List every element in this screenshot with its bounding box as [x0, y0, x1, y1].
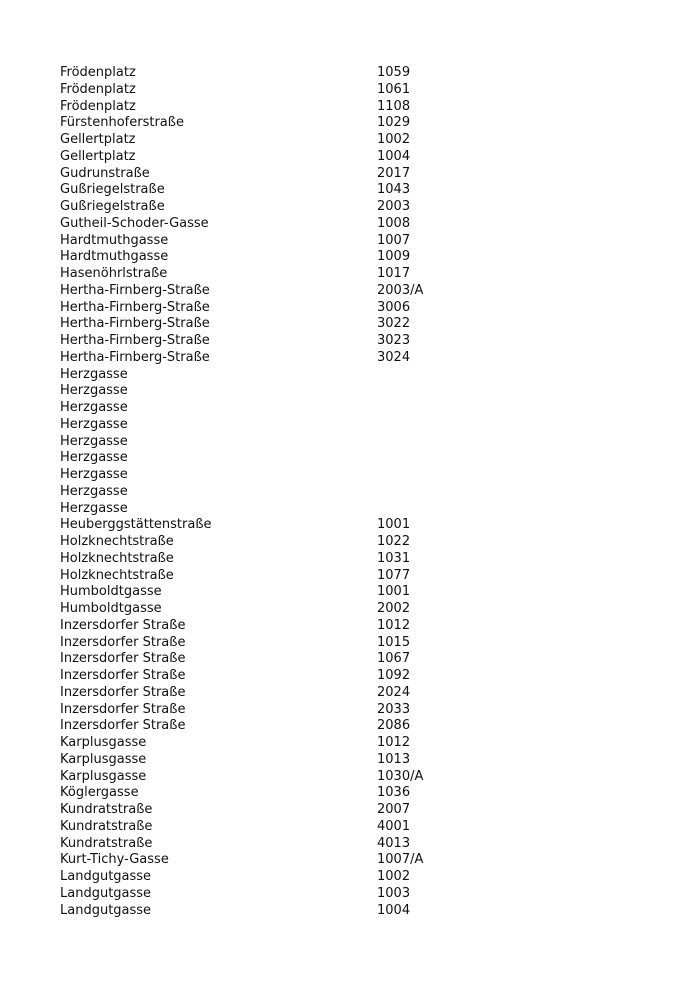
- object-number: [377, 484, 497, 501]
- list-item: [60, 450, 620, 467]
- object-number: 1003: [377, 885, 411, 901]
- object-number: 2086: [377, 718, 411, 734]
- street-name: Hertha-Firnberg-Straße: [60, 282, 210, 298]
- object-number: 1008: [377, 215, 411, 231]
- list-item: [60, 651, 620, 668]
- street-name: Fürstenhoferstraße: [60, 115, 184, 131]
- list-item: [60, 367, 620, 384]
- street-name: Inzersdorfer Straße: [60, 634, 186, 650]
- street-name: Landgutgasse: [60, 869, 152, 884]
- object-number: 4001: [377, 818, 411, 834]
- object-number: 1007: [377, 232, 411, 248]
- street-name: Kundratstraße: [60, 835, 153, 851]
- list-item: [60, 718, 620, 735]
- street-name: Herzgasse: [60, 366, 128, 382]
- list-item: [60, 383, 620, 400]
- list-item: [60, 115, 620, 132]
- object-number: 1013: [377, 751, 411, 767]
- list-item: [60, 417, 620, 434]
- street-name: Gellertplatz: [60, 148, 136, 164]
- object-number: [377, 467, 497, 484]
- list-item: [60, 132, 620, 149]
- list-item: [60, 350, 620, 367]
- street-name: Hertha-Firnberg-Straße: [60, 349, 210, 365]
- list-item: [60, 266, 620, 283]
- object-number: 3022: [377, 316, 411, 332]
- object-number: 2007: [377, 802, 411, 817]
- object-number: 1017: [377, 266, 411, 281]
- street-name: Frödenplatz: [60, 81, 136, 97]
- object-number: [377, 367, 497, 384]
- list-item: [60, 233, 620, 250]
- list-item: [60, 886, 620, 903]
- street-name: Inzersdorfer Straße: [60, 651, 186, 667]
- street-name: Kundratstraße: [60, 818, 153, 834]
- object-number: 1001: [377, 584, 411, 600]
- object-number: 2033: [377, 701, 411, 717]
- list-item: [60, 517, 620, 534]
- object-number: 1004: [377, 148, 411, 164]
- object-number: [377, 434, 497, 451]
- street-name: Humboldtgasse: [60, 584, 162, 600]
- object-number: 1030/A: [377, 768, 424, 784]
- list-item: [60, 82, 620, 99]
- list-item: [60, 785, 620, 802]
- list-item: [60, 568, 620, 585]
- list-item: [60, 769, 620, 786]
- object-number: 1002: [377, 869, 411, 884]
- street-name: Inzersdorfer Straße: [60, 701, 186, 717]
- object-number: 1004: [377, 902, 411, 918]
- street-name: Hasenöhrlstraße: [60, 266, 168, 281]
- street-name: Holzknechtstraße: [60, 534, 174, 549]
- list-item: [60, 249, 620, 266]
- list-item: [60, 501, 620, 518]
- object-number: [377, 450, 497, 467]
- object-number: 1059: [377, 65, 411, 80]
- street-name: Inzersdorfer Straße: [60, 684, 186, 700]
- list-item: [60, 551, 620, 568]
- street-name: Frödenplatz: [60, 98, 136, 114]
- object-number: [377, 501, 497, 518]
- street-name: Hertha-Firnberg-Straße: [60, 316, 210, 332]
- object-number: 2002: [377, 601, 411, 616]
- object-number: 3024: [377, 349, 411, 365]
- object-number: 2017: [377, 165, 411, 181]
- list-item: [60, 99, 620, 116]
- object-number: 3006: [377, 299, 411, 315]
- street-name: Karplusgasse: [60, 735, 147, 750]
- street-name: Gußriegelstraße: [60, 199, 165, 214]
- street-name: Herzgasse: [60, 467, 128, 482]
- object-number: [377, 417, 497, 434]
- object-number: 1036: [377, 785, 411, 801]
- object-number: 1012: [377, 617, 411, 633]
- object-number: 1061: [377, 81, 411, 97]
- list-item: [60, 819, 620, 836]
- street-name: Humboldtgasse: [60, 601, 162, 616]
- list-item: [60, 601, 620, 618]
- list-item: [60, 283, 620, 300]
- street-name: Hertha-Firnberg-Straße: [60, 333, 210, 348]
- object-number: 1022: [377, 534, 411, 549]
- street-name: Heuberggstättenstraße: [60, 517, 212, 533]
- street-name: Holzknechtstraße: [60, 567, 174, 583]
- list-item: [60, 199, 620, 216]
- object-number: 2024: [377, 684, 411, 700]
- list-item: [60, 434, 620, 451]
- list-item: [60, 316, 620, 333]
- object-number: [377, 400, 497, 417]
- object-number: 2003/A: [377, 282, 424, 298]
- list-item: [60, 685, 620, 702]
- object-number: 1012: [377, 735, 411, 750]
- list-item: [60, 400, 620, 417]
- object-number: 1108: [377, 98, 411, 114]
- street-name: Landgutgasse: [60, 885, 152, 901]
- list-item: [60, 735, 620, 752]
- object-number: 1001: [377, 517, 411, 533]
- object-number: 4013: [377, 835, 411, 851]
- list-item: [60, 618, 620, 635]
- list-item: [60, 166, 620, 183]
- object-number: 1029: [377, 115, 411, 131]
- list-item: [60, 852, 620, 869]
- street-name: Hardtmuthgasse: [60, 232, 169, 248]
- list-item: [60, 216, 620, 233]
- object-number: 1092: [377, 668, 411, 683]
- list-item: [60, 903, 620, 920]
- street-name: Inzersdorfer Straße: [60, 718, 186, 734]
- list-item: [60, 149, 620, 166]
- street-name: Gutheil-Schoder-Gasse: [60, 215, 209, 231]
- object-number: 1007/A: [377, 852, 424, 868]
- list-item: [60, 534, 620, 551]
- list-item: [60, 668, 620, 685]
- street-name: Gußriegelstraße: [60, 182, 165, 198]
- street-name: Holzknechtstraße: [60, 550, 174, 566]
- object-number: 3023: [377, 333, 411, 348]
- list-item: [60, 869, 620, 886]
- list-item: [60, 584, 620, 601]
- street-name: Herzgasse: [60, 400, 128, 415]
- street-name: Herzgasse: [60, 450, 128, 466]
- address-list: [60, 65, 620, 919]
- street-name: Karplusgasse: [60, 751, 147, 767]
- street-name: Herzgasse: [60, 483, 128, 499]
- object-number: 1009: [377, 249, 411, 265]
- list-item: [60, 635, 620, 652]
- street-name: Inzersdorfer Straße: [60, 668, 186, 683]
- street-name: Inzersdorfer Straße: [60, 617, 186, 633]
- object-number: 1077: [377, 567, 411, 583]
- object-number: 1043: [377, 182, 411, 198]
- list-item: [60, 182, 620, 199]
- list-item: [60, 702, 620, 719]
- object-number: 1067: [377, 651, 411, 667]
- street-name: Herzgasse: [60, 500, 128, 516]
- street-name: Herzgasse: [60, 416, 128, 432]
- street-name: Kurt-Tichy-Gasse: [60, 852, 169, 868]
- street-name: Landgutgasse: [60, 902, 152, 918]
- list-item: [60, 802, 620, 819]
- street-name: Karplusgasse: [60, 768, 147, 784]
- list-item: [60, 484, 620, 501]
- street-name: Herzgasse: [60, 383, 128, 399]
- object-number: 1002: [377, 132, 411, 147]
- list-item: [60, 467, 620, 484]
- street-name: Herzgasse: [60, 433, 128, 449]
- list-item: [60, 752, 620, 769]
- street-name: Gudrunstraße: [60, 165, 150, 181]
- object-number: 1031: [377, 550, 411, 566]
- list-item: [60, 836, 620, 853]
- object-number: 1015: [377, 634, 411, 650]
- street-name: Gellertplatz: [60, 132, 136, 147]
- street-name: Kundratstraße: [60, 802, 153, 817]
- street-name: Hertha-Firnberg-Straße: [60, 299, 210, 315]
- street-name: Frödenplatz: [60, 65, 136, 80]
- list-item: [60, 333, 620, 350]
- list-item: [60, 65, 620, 82]
- street-name: Hardtmuthgasse: [60, 249, 169, 265]
- list-item: [60, 300, 620, 317]
- object-number: [377, 383, 497, 400]
- object-number: 2003: [377, 199, 411, 214]
- street-name: Köglergasse: [60, 785, 139, 801]
